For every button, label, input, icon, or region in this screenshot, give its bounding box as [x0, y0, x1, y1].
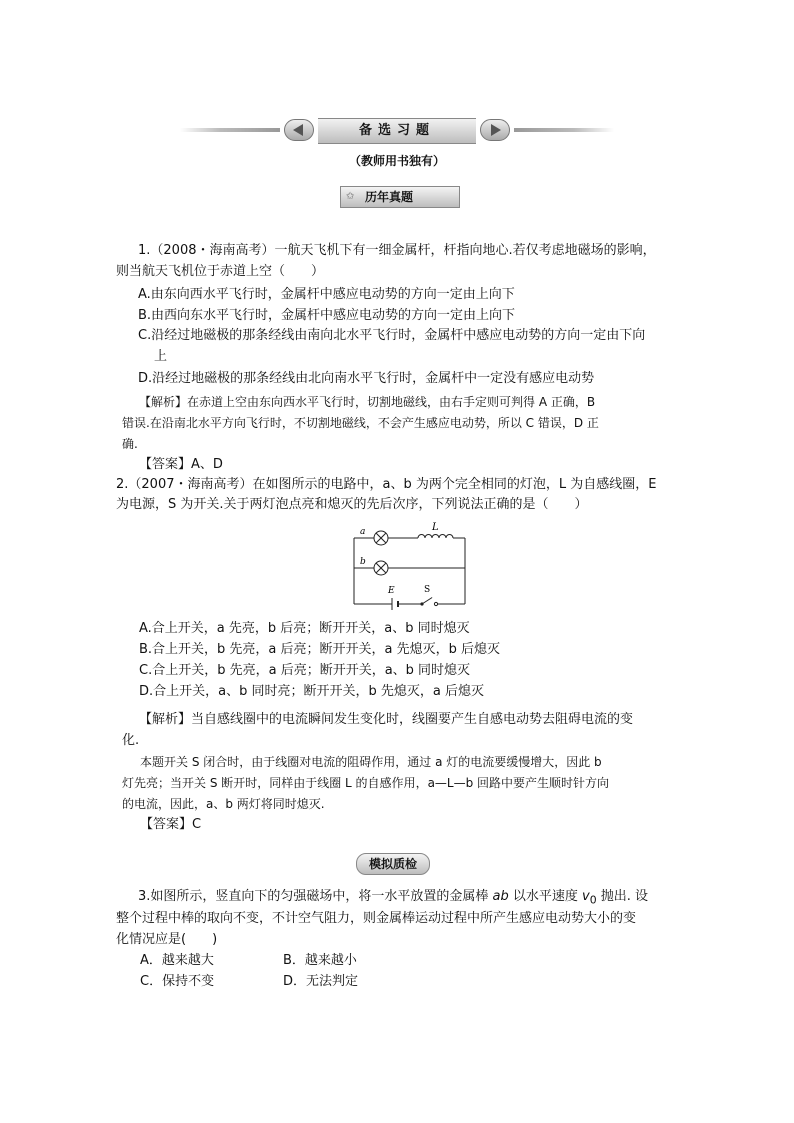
- q2-analysis-line4: 灯先亮；当开关 S 断开时，同样由于线圈 L 的自感作用，a—L—b 回路中要产生顺时针方向: [122, 776, 610, 790]
- q2-answer: 【答案】C: [140, 817, 202, 832]
- label-E: E: [388, 586, 395, 596]
- section-tag-mock-exam: [356, 853, 430, 875]
- q3-option-c: C．保持不变: [140, 974, 215, 989]
- q3-stem-part3: 抛出. 设: [596, 889, 649, 904]
- switch-contact-left: [420, 602, 423, 605]
- section-tag-label: 模拟质检: [368, 857, 417, 871]
- velocity-symbol: v: [582, 889, 590, 904]
- star-icon: ✩: [346, 191, 355, 202]
- q2-stem-line2: 为电源，S 为开关.关于两灯泡点亮和熄灭的先后次序，下列说法正确的是（ ）: [116, 497, 588, 512]
- banner-right-rule: [514, 128, 614, 132]
- q1-analysis-line2: 错误.在沿南北水平方向飞行时，不切割地磁线，不会产生感应电动势，所以 C 错误，D 正: [122, 416, 599, 430]
- q2-analysis-line1: 【解析】当自感线圈中的电流瞬间发生变化时，线圈要产生自感电动势去阻碍电流的变: [139, 712, 634, 727]
- q1-analysis-line3: 确.: [122, 437, 138, 451]
- q2-option-a: A.合上开关，a 先亮，b 后亮；断开开关，a、b 同时熄灭: [139, 621, 470, 636]
- inductor-coil: [418, 535, 453, 539]
- section-banner: [180, 117, 614, 143]
- label-S: S: [424, 585, 431, 595]
- q2-option-c: C.合上开关，b 先亮，a 后亮；断开开关，a、b 同时熄灭: [139, 663, 471, 678]
- banner-left-rule: [180, 128, 280, 132]
- q1-option-a: A.由东向西水平飞行时，金属杆中感应电动势的方向一定由上向下: [138, 287, 515, 302]
- lamp-b: [374, 561, 388, 575]
- q3-option-a: A．越来越大: [140, 953, 214, 968]
- q1-option-c-line2: 上: [154, 349, 168, 364]
- q3-option-b: B．越来越小: [283, 953, 357, 968]
- q3-stem-part1: 3.如图所示，竖直向下的匀强磁场中，将一水平放置的金属棒: [138, 889, 493, 904]
- q3-option-d: D．无法判定: [283, 974, 359, 989]
- q2-option-b: B.合上开关，b 先亮，a 后亮；断开开关，a 先熄灭，b 后熄灭: [139, 642, 501, 657]
- q3-stem-line2: 整个过程中棒的取向不变，不计空气阻力，则金属棒运动过程中所产生感应电动势大小的变: [116, 911, 637, 926]
- q1-option-d: D.沿经过地磁极的那条经线由北向南水平飞行时，金属杆中一定没有感应电动势: [138, 371, 595, 386]
- prev-arrow-icon: [284, 119, 314, 141]
- q2-analysis-line3: 本题开关 S 闭合时，由于线圈对电流的阻碍作用，通过 a 灯的电流要缓慢增大，因此 b: [140, 755, 602, 769]
- q3-stem-part2: 以水平速度: [508, 889, 583, 904]
- section-tag-label: 历年真题: [365, 190, 414, 204]
- label-b: b: [360, 557, 366, 567]
- label-a: a: [360, 527, 366, 537]
- section-tag-past-exams: [340, 186, 460, 208]
- circuit-diagram: [352, 520, 470, 610]
- q1-option-b: B.由西向东水平飞行时，金属杆中感应电动势的方向一定由上向下: [138, 308, 516, 323]
- q2-option-d: D.合上开关，a、b 同时亮；断开开关，b 先熄灭，a 后熄灭: [139, 684, 484, 699]
- velocity-subscript: 0: [589, 893, 597, 907]
- rod-symbol: ab: [492, 889, 509, 904]
- q2-stem-line1: 2.（2007・海南高考）在如图所示的电路中，a、b 为两个完全相同的灯泡，L 为自感线圈，E: [116, 477, 657, 492]
- next-arrow-icon: [480, 119, 510, 141]
- q1-answer: 【答案】A、D: [139, 457, 223, 472]
- q1-option-c-line1: C.沿经过地磁极的那条经线由南向北水平飞行时，金属杆中感应电动势的方向一定由下向: [138, 328, 646, 343]
- page-subtitle: （教师用书独有）: [348, 154, 445, 168]
- q1-stem-line2: 则当航天飞机位于赤道上空（ ）: [116, 264, 325, 279]
- lamp-a: [374, 531, 388, 545]
- q1-analysis-line1: 【解析】在赤道上空由东向西水平飞行时，切割地磁线，由右手定则可判得 A 正确，B: [139, 395, 596, 409]
- q2-analysis-line5: 的电流，因此，a、b 两灯将同时熄灭.: [122, 797, 325, 811]
- switch-contact-right: [434, 602, 437, 605]
- q3-stem-line3: 化情况应是( ): [116, 932, 218, 947]
- label-L: L: [432, 522, 439, 533]
- q2-analysis-line2: 化.: [122, 733, 140, 748]
- q3-stem-line1: [138, 886, 648, 911]
- banner-title: 备选习题: [318, 118, 476, 144]
- q1-stem-line1: 1.（2008・海南高考）一航天飞机下有一细金属杆，杆指向地心.若仅考虑地磁场的影响，: [138, 243, 656, 258]
